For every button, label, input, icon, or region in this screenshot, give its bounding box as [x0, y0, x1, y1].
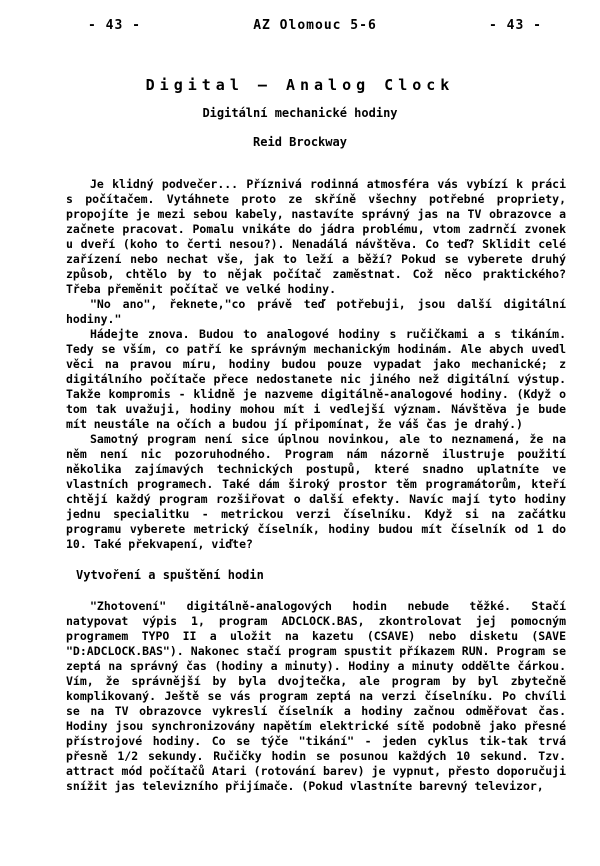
article-author: Reid Brockway	[253, 135, 347, 149]
paragraph: Samotný program není sice úplnou novinkou, ale to neznamená, že na něm není nic pozoruhodného. Program nám názorně ilustruje použití několika zajímavých technických postupů, které snadno uplatníte ve vlastních programech. Také dám široký prostor těm programátorům, kteří chtějí každý program rozšiřovat o další efekty. Navíc mají tyto hodiny jednu specialitku - metrickou verzi číselníku. Když si na začátku programu vyberete metrický číselník, hodiny budou mít číselník od 1 do 10. Také překvapení, viďte?	[66, 432, 566, 551]
page-header	[88, 18, 542, 33]
page-number-left: - 43 -	[88, 18, 141, 33]
paragraph: Je klidný podvečer... Příznivá rodinná atmosféra vás vybízí k práci s počítačem. Vytáhnete proto ze skříně všechny potřebné propriety, propojíte je mezi sebou kabely, nastavíte správný jas na TV obrazovce a začnete pracovat. Pomalu vnikáte do jádra problému, vtom zadrnčí zvonek u dveří (koho to čerti nesou?). Nenadálá návštěva. Co teď? Sklidit celé zařízení nebo nechat vše, jak to leží a běží? Pokud se vyberete druhý způsob, chtělo by to nějak počítač zaměstnat. Což něco praktického? Třeba přeměnit počítač ve velké hodiny.	[66, 177, 566, 296]
magazine-issue: AZ Olomouc 5-6	[253, 18, 377, 33]
article-title: Digital — Analog Clock	[145, 76, 455, 94]
section-heading: Vytvoření a spuštění hodin	[76, 568, 264, 582]
page-number-right: - 43 -	[489, 18, 542, 33]
article-subtitle: Digitální mechanické hodiny	[202, 106, 398, 120]
paragraph: Hádejte znova. Budou to analogové hodiny s ručičkami a s tikáním. Tedy se vším, co patří ke správným mechanickým hodinám. Ale abych uvedl věci na pravou míru, hodiny budou pouze vypadat jako mechanické; z digitálního počítače přece nedostanete nic jiného než digitální výstup. Takže kompromis - klidně je nazveme digitálně-analogové hodiny. (Když o tom tak uvažuji, hodiny mohou mít i vedlejší význam. Návštěva je bude mít neustále na očích a budou jí připomínat, že váš čas je drahý.)	[66, 327, 566, 431]
paragraph: "No ano", řeknete,"co právě teď potřebuji, jsou další digitální hodiny."	[66, 297, 566, 326]
paragraph: "Zhotovení" digitálně-analogových hodin nebude těžké. Stačí natypovat výpis 1, program ADCLOCK.BAS, zkontrolovat jej pomocným programem TYPO II a uložit na kazetu (CSAVE) nebo disketu (SAVE "D:ADCLOCK.BAS"). Nakonec stačí program spustit příkazem RUN. Program se zeptá na správný čas (hodiny a minuty). Hodiny a minuty oddělte čárkou. Vím, že správnější by byla dvojtečka, ale program by byl zbytečně komplikovaný. Ještě se vás program zeptá na verzi číselníku. Po chvíli se na TV obrazovce vykreslí číselník a hodiny začnou odměřovat čas. Hodiny jsou synchronizovány napětím elektrické sítě podobně jako přesné přístrojové hodiny. Co se týče "tikání" - jeden cyklus tik-tak trvá přesně 1/2 sekundy. Ručičky hodin se posunou každých 10 sekund. Tzv. attract mód počítačů Atari (rotování barev) je vypnut, přesto doporučuji snížit jas televizního přijímače. (Pokud vlastníte barevný televizor,	[66, 599, 566, 793]
article-body	[66, 177, 566, 794]
